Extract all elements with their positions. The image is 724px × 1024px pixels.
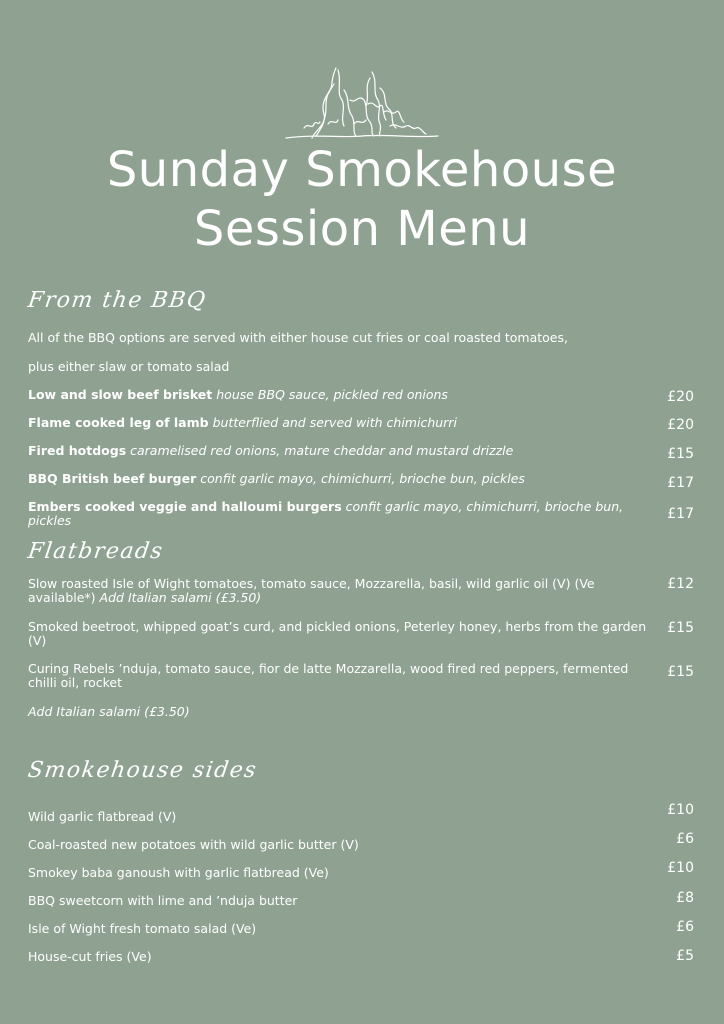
flatbread-description-continued: (V) bbox=[28, 633, 47, 648]
flatbread-item bbox=[28, 662, 658, 690]
side-price: £8 bbox=[676, 890, 694, 906]
menu-item-price: £20 bbox=[667, 389, 694, 405]
section-heading-bbq: From the BBQ bbox=[26, 288, 209, 313]
addon-note-text: Add Italian salami (£3.50) bbox=[28, 704, 190, 719]
menu-item bbox=[28, 388, 658, 402]
flatbread-price: £15 bbox=[667, 664, 694, 680]
flatbread-addon-note bbox=[28, 705, 658, 719]
section-heading-sides: Smokehouse sides bbox=[26, 758, 259, 783]
menu-item-price: £15 bbox=[667, 446, 694, 462]
flatbread-description-continued: available*) bbox=[28, 590, 96, 605]
side-item: BBQ sweetcorn with lime and ’nduja butter bbox=[28, 893, 298, 908]
menu-item-description: confit garlic mayo, chimichurri, brioche bun, pickles bbox=[200, 471, 525, 486]
bbq-intro-line-1: All of the BBQ options are served with either house cut fries or coal roasted tomatoes, bbox=[28, 330, 568, 345]
side-price: £5 bbox=[676, 948, 694, 964]
menu-item bbox=[28, 500, 658, 528]
flatbread-item bbox=[28, 620, 658, 648]
flatbread-description-continued: chilli oil, rocket bbox=[28, 675, 122, 690]
menu-item-description: house BBQ sauce, pickled red onions bbox=[216, 387, 448, 402]
section-heading-flatbreads: Flatbreads bbox=[26, 539, 166, 564]
flatbread-addon: Add Italian salami (£3.50) bbox=[99, 590, 262, 605]
menu-item bbox=[28, 416, 658, 430]
menu-item bbox=[28, 472, 658, 486]
menu-item-price: £17 bbox=[667, 506, 694, 522]
menu-item bbox=[28, 444, 658, 458]
bbq-intro-line-2: plus either slaw or tomato salad bbox=[28, 359, 230, 374]
menu-item-price: £17 bbox=[667, 475, 694, 491]
side-item: Isle of Wight fresh tomato salad (Ve) bbox=[28, 921, 257, 936]
menu-item-name: BBQ British beef burger bbox=[28, 471, 197, 486]
flatbread-description: Curing Rebels ’nduja, tomato sauce, fior de latte Mozzarella, wood fired red peppers, fermented bbox=[28, 661, 629, 676]
menu-item-description: caramelised red onions, mature cheddar and mustard drizzle bbox=[130, 443, 514, 458]
menu-item-name: Embers cooked veggie and halloumi burgers bbox=[28, 499, 342, 514]
side-price: £10 bbox=[667, 802, 694, 818]
side-price: £6 bbox=[676, 831, 694, 847]
flatbread-price: £12 bbox=[667, 576, 694, 592]
menu-item-price: £20 bbox=[667, 417, 694, 433]
flame-icon bbox=[284, 64, 440, 142]
menu-item-description: confit garlic mayo, chimichurri, brioche bun, pickles bbox=[28, 499, 624, 528]
flatbread-description: Smoked beetroot, whipped goat’s curd, and pickled onions, Peterley honey, herbs from the garden bbox=[28, 619, 647, 634]
menu-title-line-1: Sunday Smokehouse bbox=[106, 142, 618, 198]
menu-item-name: Fired hotdogs bbox=[28, 443, 127, 458]
flatbread-description: Slow roasted Isle of Wight tomatoes, tomato sauce, Mozzarella, basil, wild garlic oil (V) (Ve bbox=[28, 576, 595, 591]
menu-title-line-2: Session Menu bbox=[193, 201, 531, 257]
menu-item-description: butterflied and served with chimichurri bbox=[212, 415, 457, 430]
menu-item-name: Flame cooked leg of lamb bbox=[28, 415, 209, 430]
flatbread-item bbox=[28, 577, 658, 605]
side-item: Coal-roasted new potatoes with wild garlic butter (V) bbox=[28, 837, 359, 852]
side-item: Wild garlic flatbread (V) bbox=[28, 809, 177, 824]
side-item: Smokey baba ganoush with garlic flatbread (Ve) bbox=[28, 865, 329, 880]
menu-item-name: Low and slow beef brisket bbox=[28, 387, 213, 402]
side-price: £10 bbox=[667, 860, 694, 876]
flatbread-price: £15 bbox=[667, 620, 694, 636]
side-price: £6 bbox=[676, 919, 694, 935]
side-item: House-cut fries (Ve) bbox=[28, 949, 152, 964]
